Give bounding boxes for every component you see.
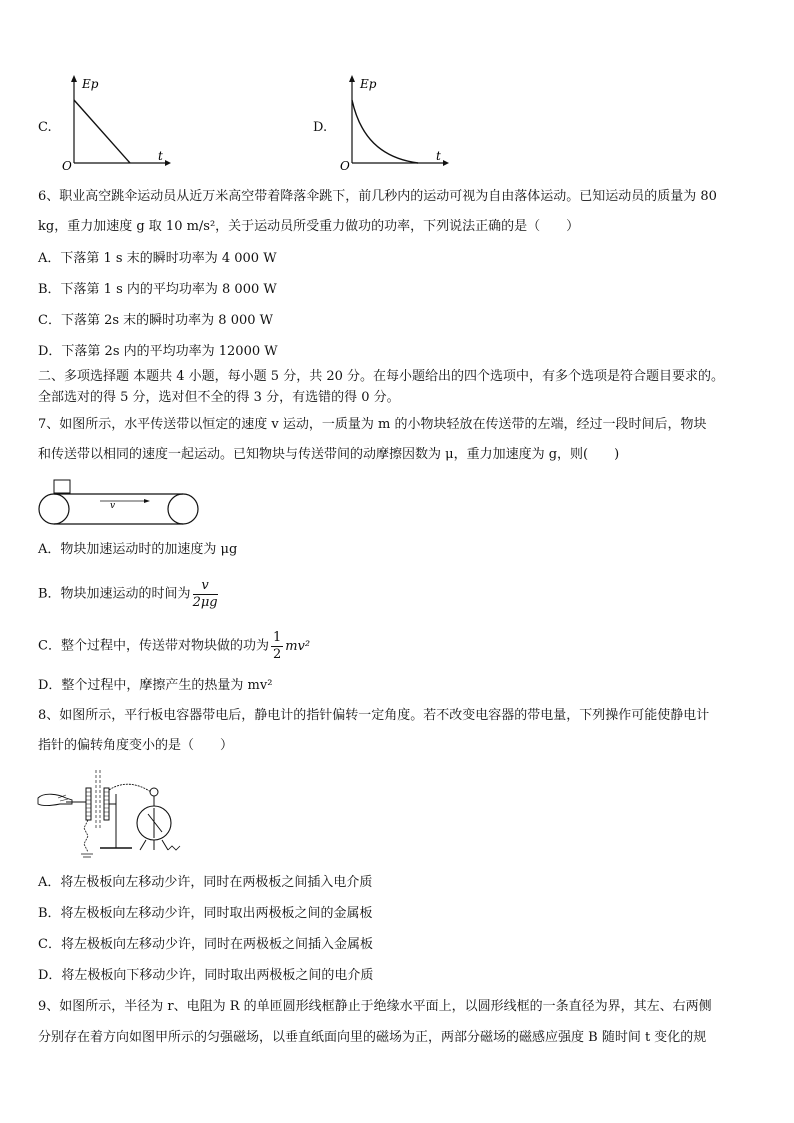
- graph-d-y-label: Ep: [360, 77, 377, 91]
- q9-stem-line2: 分别存在着方向如图甲所示的匀强磁场，以垂直纸面向里的磁场为正，两部分磁场的磁感应强度 B 随时间 t 变化的规: [38, 1030, 707, 1045]
- q6-option-b: B．下落第 1 s 内的平均功率为 8 000 W: [38, 282, 277, 297]
- q7-option-b-fraction: [193, 578, 218, 611]
- q7-option-b-denominator: 2μg: [192, 595, 218, 610]
- capacitor-electrometer-diagram: [36, 768, 186, 860]
- q7-option-c-fraction: [271, 630, 283, 663]
- option-c-label: C.: [38, 120, 52, 135]
- q8-stem-line1: 8、如图所示，平行板电容器带电后，静电计的指针偏转一定角度。若不改变电容器的带电量，下列操作可能使静电计: [38, 708, 710, 723]
- q6-option-d: D．下落第 2s 内的平均功率为 12000 W: [38, 344, 278, 359]
- q6-option-c: C．下落第 2s 末的瞬时功率为 8 000 W: [38, 313, 273, 328]
- graph-d-x-label: t: [436, 149, 441, 163]
- graph-d-origin: O: [340, 159, 350, 173]
- q7-option-c-denominator: 2: [272, 647, 282, 662]
- conveyor-belt-diagram: [36, 478, 204, 528]
- q7-option-d: D．整个过程中，摩擦产生的热量为 mv²: [38, 678, 273, 693]
- q8-option-c: C．将左极板向左移动少许，同时在两极板之间插入金属板: [38, 937, 373, 952]
- belt-velocity-label: v: [110, 501, 116, 511]
- q7-option-a: A．物块加速运动时的加速度为 μg: [38, 542, 238, 557]
- q7-option-b-text: B．物块加速运动的时间为: [38, 586, 191, 602]
- q8-option-b: B．将左极板向左移动少许，同时取出两极板之间的金属板: [38, 906, 373, 921]
- graph-c: [60, 74, 175, 174]
- section2-header-line2: 全部选对的得 5 分，选对但不全的得 3 分，有选错的得 0 分。: [38, 390, 400, 405]
- q7-option-c-suffix: mv²: [285, 638, 311, 654]
- section2-header-line1: 二、多项选择题 本题共 4 小题，每小题 5 分，共 20 分。在每小题给出的四个选项中，有多个选项是符合题目要求的。: [38, 369, 725, 384]
- q7-option-c-text: C．整个过程中，传送带对物块做的功为: [38, 638, 269, 654]
- q6-stem-line1: 6、职业高空跳伞运动员从近万米高空带着降落伞跳下，前几秒内的运动可视为自由落体运动。已知运动员的质量为 80: [38, 189, 717, 204]
- q6-option-a: A．下落第 1 s 末的瞬时功率为 4 000 W: [38, 251, 277, 266]
- graph-c-origin: O: [62, 159, 72, 173]
- q9-stem-line1: 9、如图所示，半径为 r、电阻为 R 的单匝圆形线框静止于绝缘水平面上，以圆形线框的一条直径为界，其左、右两侧: [38, 999, 712, 1014]
- q7-stem-line1: 7、如图所示，水平传送带以恒定的速度 v 运动，一质量为 m 的小物块轻放在传送带的左端，经过一段时间后，物块: [38, 417, 707, 432]
- q7-option-c: [38, 630, 310, 663]
- q7-option-c-numerator: 1: [272, 630, 282, 645]
- q7-stem-line2: 和传送带以相同的速度一起运动。已知物块与传送带间的动摩擦因数为 μ，重力加速度为 g，则( ): [38, 447, 620, 462]
- option-d-label: D.: [313, 120, 328, 135]
- block: [54, 480, 70, 493]
- q7-option-b-numerator: v: [193, 578, 218, 595]
- q8-stem-line2: 指针的偏转角度变小的是（ ）: [38, 738, 234, 753]
- q8-option-a: A．将左极板向左移动少许，同时在两极板之间插入电介质: [38, 875, 373, 890]
- graph-c-x-label: t: [158, 149, 163, 163]
- q7-option-b: [38, 578, 218, 611]
- q8-option-d: D．将左极板向下移动少许，同时取出两极板之间的电介质: [38, 968, 374, 983]
- q6-stem-line2: kg，重力加速度 g 取 10 m/s²，关于运动员所受重力做功的功率，下列说法正确的是（ ）: [38, 219, 580, 234]
- graph-c-y-label: Ep: [82, 77, 99, 91]
- graph-d: [338, 74, 453, 174]
